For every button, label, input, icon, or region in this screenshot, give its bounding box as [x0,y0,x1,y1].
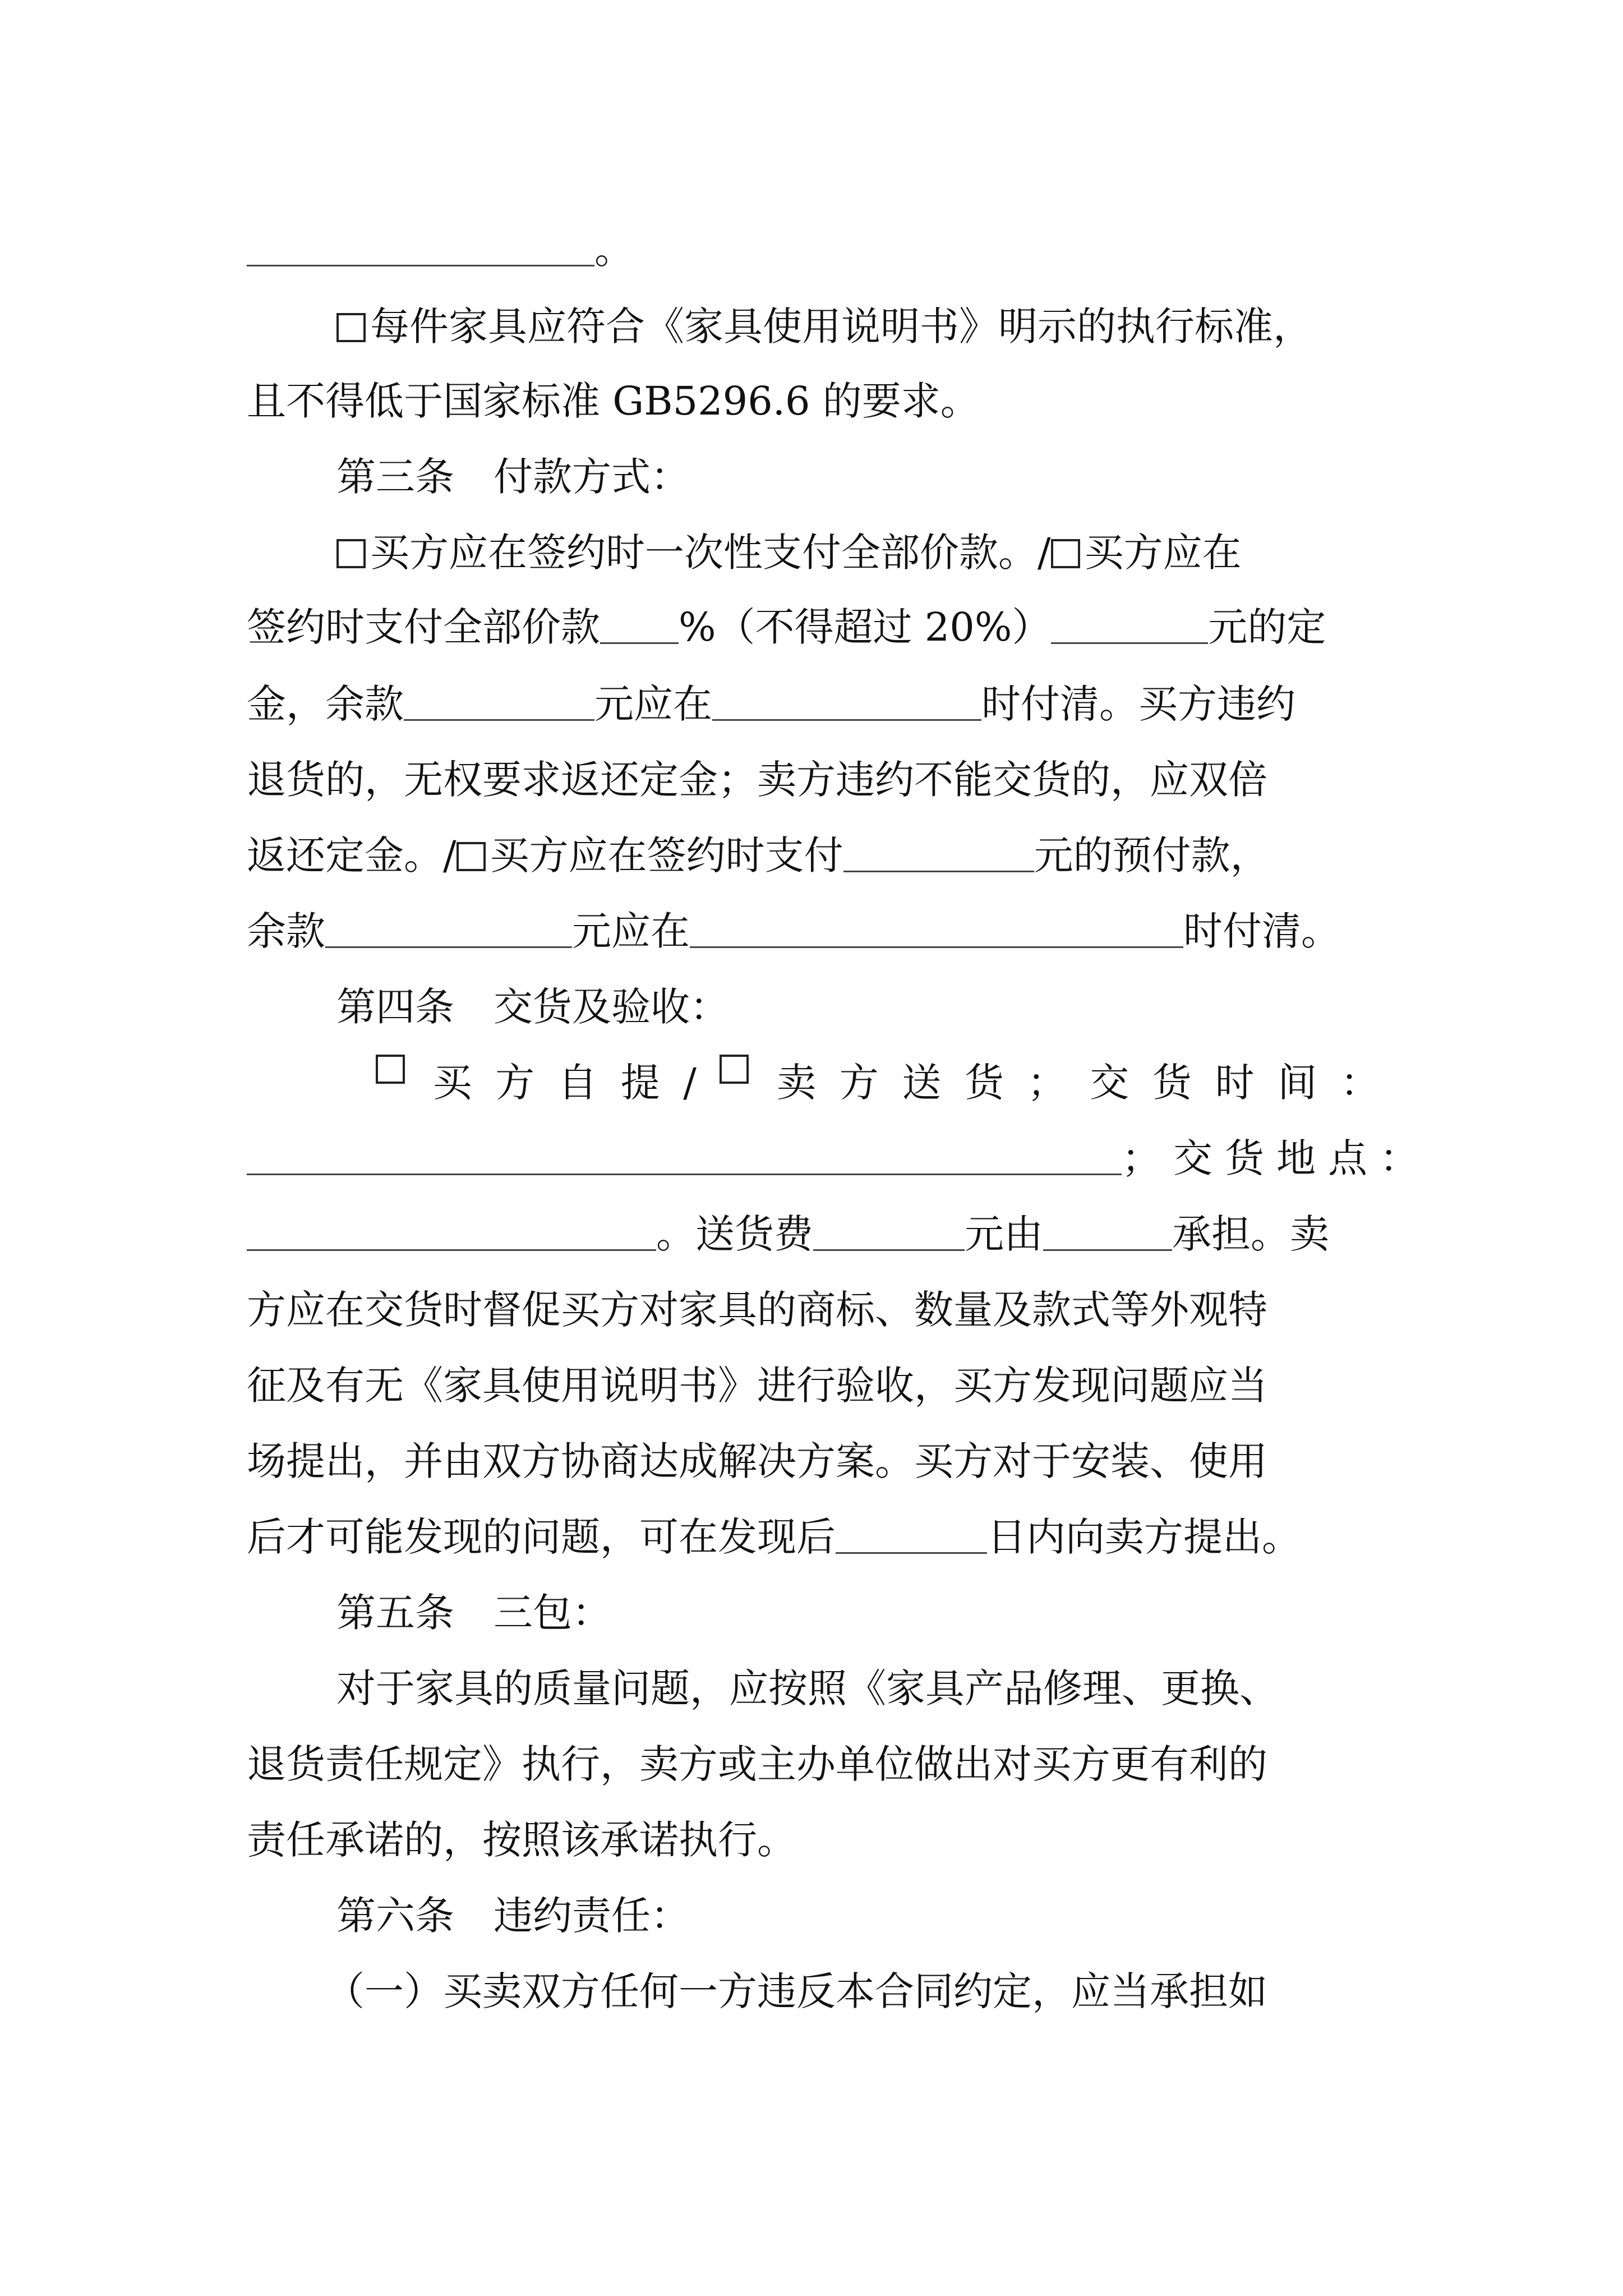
text-line: 签约时支付全部价款 %（不得超过 20%） 元的定 [247,604,1326,650]
text-line: 。 [247,222,1380,278]
text-line: 场提出，并由双方协商达成解决方案。买方对于安装、使用 [247,1438,1267,1484]
blank-field[interactable] [325,907,572,948]
blank-field[interactable] [404,680,594,721]
checkbox[interactable] [1051,539,1080,568]
blank-field[interactable] [1051,603,1208,644]
article-6-heading: 第六条 违约责任： [336,1893,690,1939]
article-4-heading: 第四条 交货及验收： [336,984,729,1030]
text-line: 后才可能发现的问题，可在发现后 日内向卖方提出。 [247,1514,1301,1560]
checkbox[interactable] [720,1055,749,1084]
text-line: 征及有无《家具使用说明书》进行验收，买方发现问题应当 [247,1363,1267,1409]
text-line: 退货责任规定》执行，卖方或主办单位做出对买方更有利的 [247,1741,1267,1787]
blank-field[interactable] [836,1513,987,1554]
text-line: 责任承诺的，按照该承诺执行。 [247,1817,796,1863]
blank-field[interactable] [843,831,1034,872]
blank-field[interactable] [813,1210,965,1251]
text-line: 返还定金。/ 买方应在签约时支付 元的预付款， [247,832,1270,878]
checkbox[interactable] [336,539,366,568]
text-line: 退货的，无权要求返还定金；卖方违约不能交货的，应双倍 [247,757,1267,803]
text-line: 对于家具的质量问题，应按照《家具产品修理、更换、 [336,1665,1279,1711]
blank-field[interactable] [690,907,1183,948]
blank-field[interactable] [247,1134,1122,1175]
article-5-heading: 第五条 三包： [336,1590,611,1636]
text-line: 买 方 自 提 / 卖 方 送 货 ； 交 货 时 间 ： [247,1055,1380,1111]
text-line: （一）买卖双方任何一方违反本合同约定，应当承担如 [325,1968,1267,2014]
article-3-heading: 第三条 付款方式： [336,454,690,500]
blank-field[interactable] [712,680,981,721]
text-line: 且不得低于国家标准 GB5296.6 的要求。 [247,378,980,424]
text-line: 方应在交货时督促买方对家具的商标、数量及款式等外观特 [247,1287,1267,1333]
checkbox[interactable] [376,1055,405,1084]
text-line: 买方应在签约时一次性支付全部价款。/ 买方应在 [247,524,1469,581]
blank-field[interactable] [600,603,679,644]
text-line: 余款 元应在 时付清。 [247,908,1340,954]
text-line: 每件家具应符合《家具使用说明书》明示的执行标准， [247,298,1469,355]
text-line: ；交货地点： [247,1130,1380,1186]
blank-field[interactable] [247,226,594,266]
text-line: 金，余款 元应在 时付清。买方违约 [247,681,1295,727]
blank-field[interactable] [1043,1210,1172,1251]
checkbox[interactable] [457,842,486,871]
blank-field[interactable] [247,1210,656,1251]
text-line: 。送货费 元由 承担。卖 [247,1206,1380,1262]
checkbox[interactable] [336,313,366,342]
